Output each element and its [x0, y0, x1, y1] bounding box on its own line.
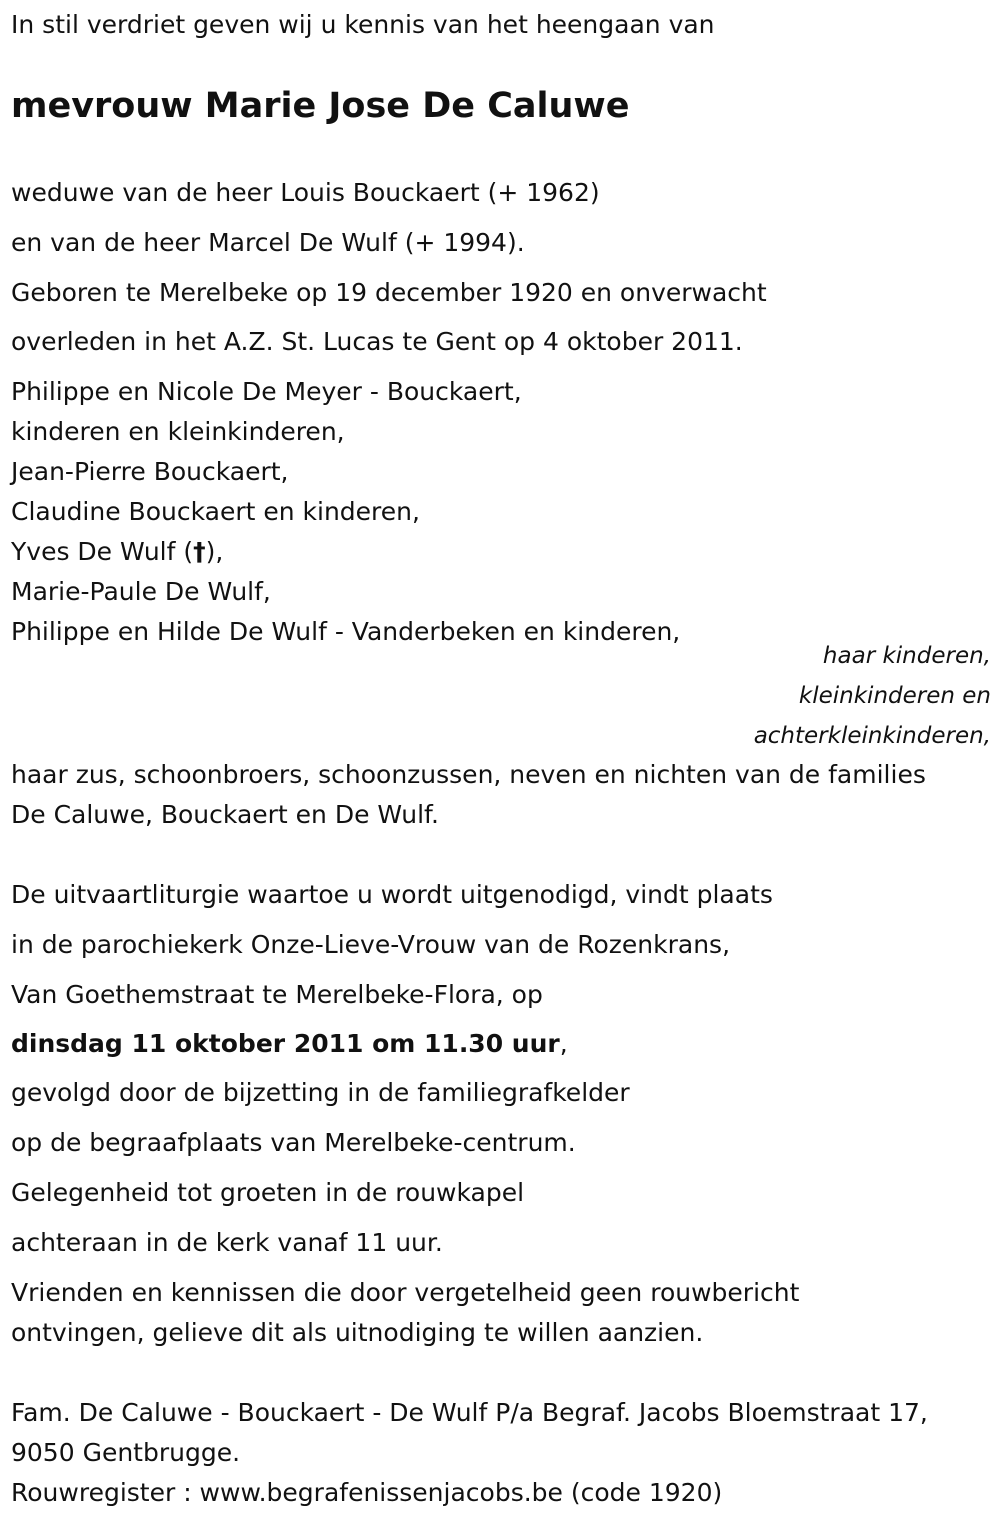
register-link[interactable]: Rouwregister : www.begrafenissenjacobs.be (code 1920)	[11, 1478, 723, 1507]
widow-line-1: weduwe van de heer Louis Bouckaert (+ 1962)	[11, 178, 600, 207]
ceremony-after-3: Gelegenheid tot groeten in de rouwkapel	[11, 1178, 525, 1207]
ceremony-line-2: in de parochiekerk Onze-Lieve-Vrouw van de Rozenkrans,	[11, 930, 731, 959]
relation-line-1: haar kinderen,	[822, 643, 991, 669]
death-line: overleden in het A.Z. St. Lucas te Gent op 4 oktober 2011.	[11, 327, 743, 356]
family-line-2: kinderen en kleinkinderen,	[11, 417, 345, 446]
contact-address-1: Fam. De Caluwe - Bouckaert - De Wulf P/a Begraf. Jacobs Bloemstraat 17,	[11, 1398, 928, 1427]
family-line-3: Jean-Pierre Bouckaert,	[11, 457, 289, 486]
family-line-4: Claudine Bouckaert en kinderen,	[11, 497, 420, 526]
friends-line-1: Vrienden en kennissen die door vergetelheid geen rouwbericht	[11, 1278, 800, 1307]
friends-line-2: ontvingen, gelieve dit als uitnodiging te willen aanzien.	[11, 1318, 704, 1347]
ceremony-date: dinsdag 11 oktober 2011 om 11.30 uur	[11, 1029, 560, 1058]
birth-line: Geboren te Merelbeke op 19 december 1920 en onverwacht	[11, 278, 767, 307]
deceased-name: mevrouw Marie Jose De Caluwe	[11, 86, 630, 126]
family-line-yves	[11, 537, 223, 567]
widow-line-2: en van de heer Marcel De Wulf (+ 1994).	[11, 228, 525, 257]
yves-name: Yves De Wulf (	[11, 537, 194, 566]
intro-text: In stil verdriet geven wij u kennis van het heengaan van	[11, 10, 715, 39]
relation-line-3: achterkleinkinderen,	[753, 723, 991, 749]
family-line-5: Marie-Paule De Wulf,	[11, 577, 271, 606]
ceremony-after-2: op de begraafplaats van Merelbeke-centrum.	[11, 1128, 576, 1157]
cross-icon: †	[193, 537, 206, 566]
ceremony-line-1: De uitvaartliturgie waartoe u wordt uitgenodigd, vindt plaats	[11, 880, 773, 909]
yves-suffix: ),	[205, 537, 224, 566]
relation-line-2: kleinkinderen en	[798, 683, 991, 709]
ceremony-date-line	[11, 1029, 568, 1059]
ceremony-after-4: achteraan in de kerk vanaf 11 uur.	[11, 1228, 443, 1257]
relatives-line-1: haar zus, schoonbroers, schoonzussen, neven en nichten van de families	[11, 760, 926, 789]
ceremony-date-suffix: ,	[559, 1029, 568, 1058]
ceremony-after-1: gevolgd door de bijzetting in de familiegrafkelder	[11, 1078, 630, 1107]
relatives-line-2: De Caluwe, Bouckaert en De Wulf.	[11, 800, 439, 829]
family-line-6: Philippe en Hilde De Wulf - Vanderbeken en kinderen,	[11, 617, 681, 646]
ceremony-line-3: Van Goethemstraat te Merelbeke-Flora, op	[11, 980, 543, 1009]
family-line-1: Philippe en Nicole De Meyer - Bouckaert,	[11, 377, 522, 406]
contact-address-2: 9050 Gentbrugge.	[11, 1438, 241, 1467]
